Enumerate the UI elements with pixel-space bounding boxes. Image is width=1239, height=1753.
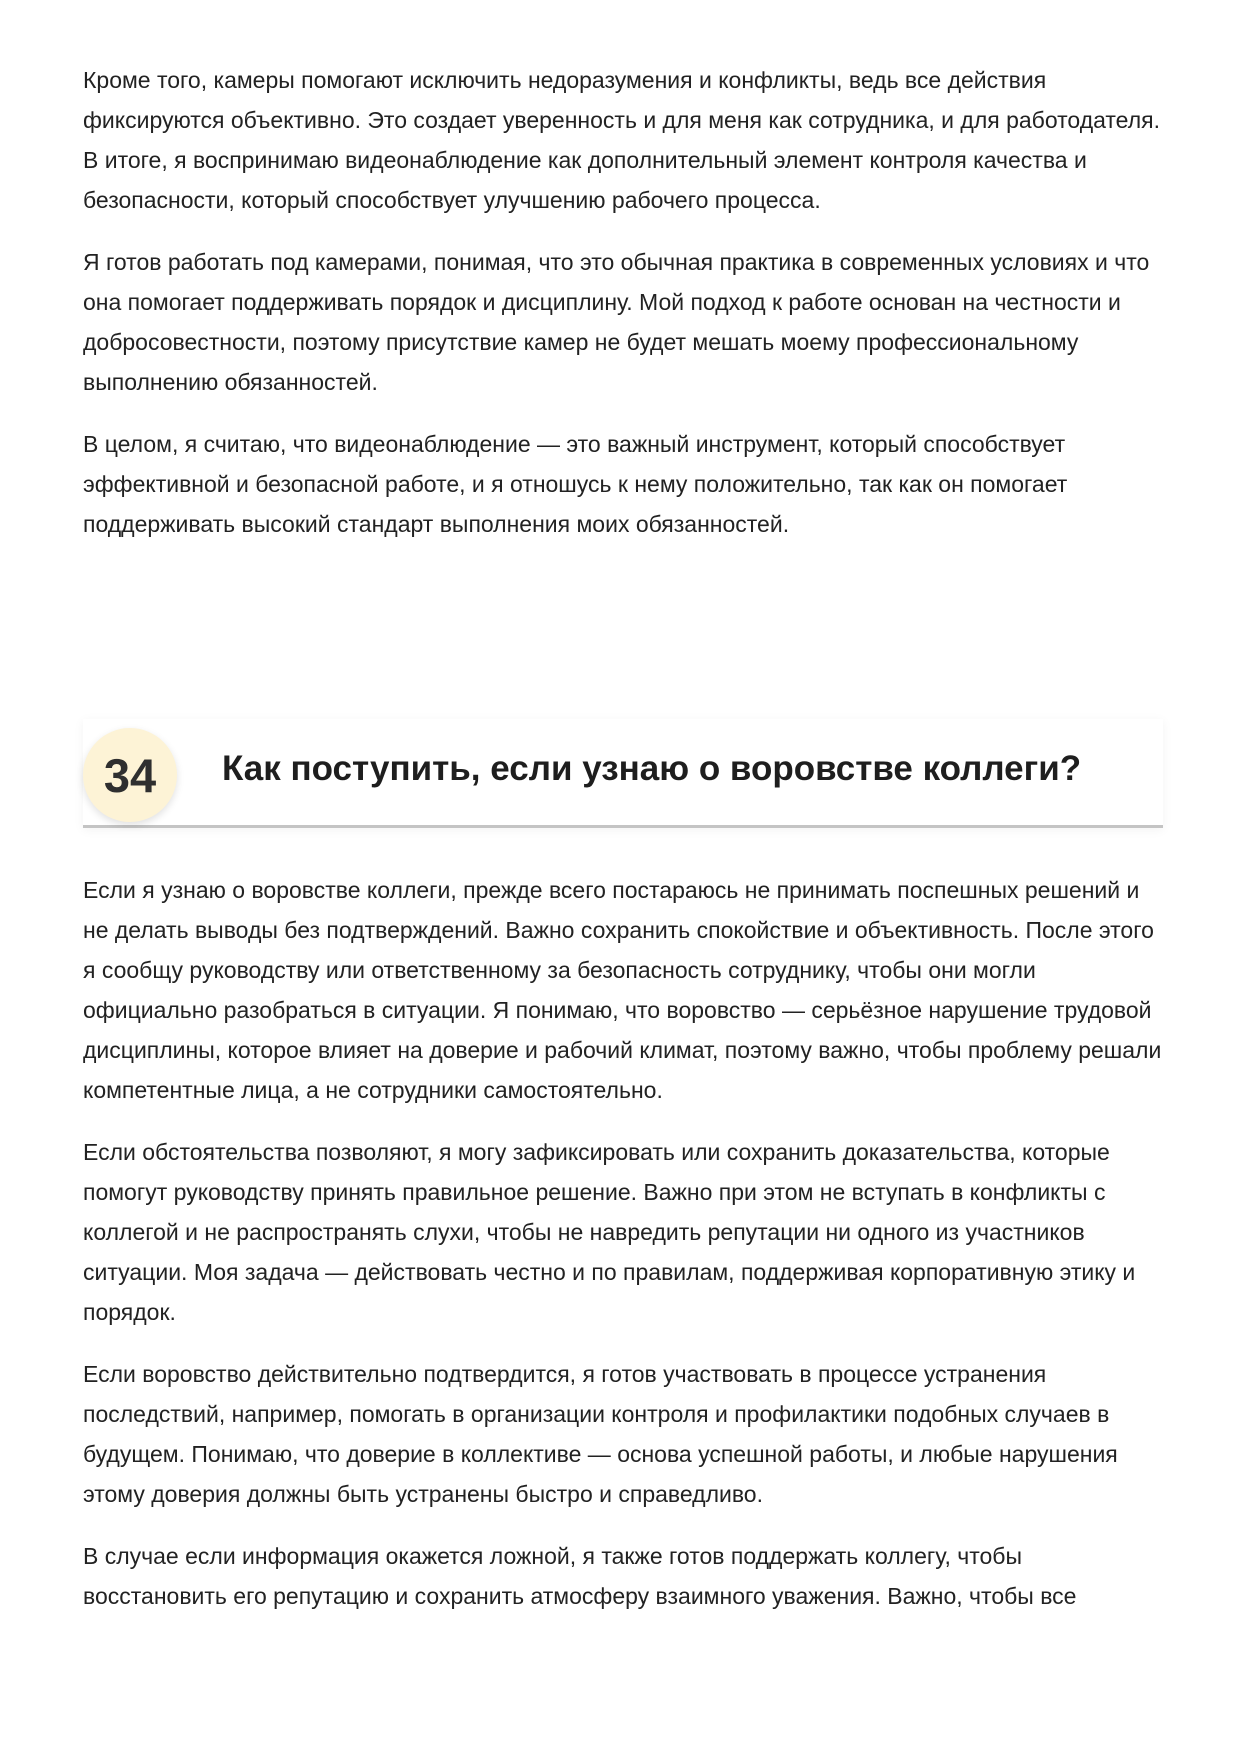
section-number-badge: 34: [83, 728, 177, 822]
answer-paragraph-2: Если обстоятельства позволяют, я могу зафиксировать или сохранить доказательства, которые помогут руководству принять правильное решение. Важно при этом не вступать в конфликты с коллегой и не распространять слухи, чтобы не навредить репутации ни одного из участников ситуации. Моя задача — действовать честно и по правилам, поддерживая корпоративную этику и порядок.: [83, 1139, 1136, 1325]
section-title: Как поступить, если узнаю о воровстве коллеги?: [222, 749, 1082, 788]
intro-text-block: [83, 60, 1163, 566]
section-heading: [83, 719, 1163, 828]
answer-paragraph-3: Если воровство действительно подтвердится, я готов участвовать в процессе устранения последствий, например, помогать в организации контроля и профилактики подобных случаев в будущем. Понимаю, что доверие в коллективе — основа успешной работы, и любые нарушения этому доверия должны быть устранены быстро и справедливо.: [83, 1361, 1118, 1507]
answer-text-block: [83, 870, 1163, 1638]
intro-paragraph-2: Я готов работать под камерами, понимая, что это обычная практика в современных условиях и что она помогает поддерживать порядок и дисциплину. Мой подход к работе основан на честности и добросовестности, поэтому присутствие камер не будет мешать моему профессиональному выполнению обязанностей.: [83, 249, 1150, 395]
intro-paragraph-1: Кроме того, камеры помогают исключить недоразумения и конфликты, ведь все действия фиксируются объективно. Это создает уверенность и для меня как сотрудника, и для работодателя. В итоге, я воспринимаю видеонаблюдение как дополнительный элемент контроля качества и безопасности, который способствует улучшению рабочего процесса.: [83, 67, 1160, 213]
answer-paragraph-4: В случае если информация окажется ложной, я также готов поддержать коллегу, чтобы восстановить его репутацию и сохранить атмосферу взаимного уважения. Важно, чтобы все: [83, 1543, 1077, 1609]
answer-paragraph-1: Если я узнаю о воровстве коллеги, прежде всего постараюсь не принимать поспешных решений и не делать выводы без подтверждений. Важно сохранить спокойствие и объективность. После этого я сообщу руководству или ответственному за безопасность сотруднику, чтобы они могли официально разобраться в ситуации. Я понимаю, что воровство — серьёзное нарушение трудовой дисциплины, которое влияет на доверие и рабочий климат, поэтому важно, чтобы проблему решали компетентные лица, а не сотрудники самостоятельно.: [83, 877, 1162, 1103]
intro-paragraph-3: В целом, я считаю, что видеонаблюдение — это важный инструмент, который способствует эффективной и безопасной работе, и я отношусь к нему положительно, так как он помогает поддерживать высокий стандарт выполнения моих обязанностей.: [83, 431, 1068, 537]
